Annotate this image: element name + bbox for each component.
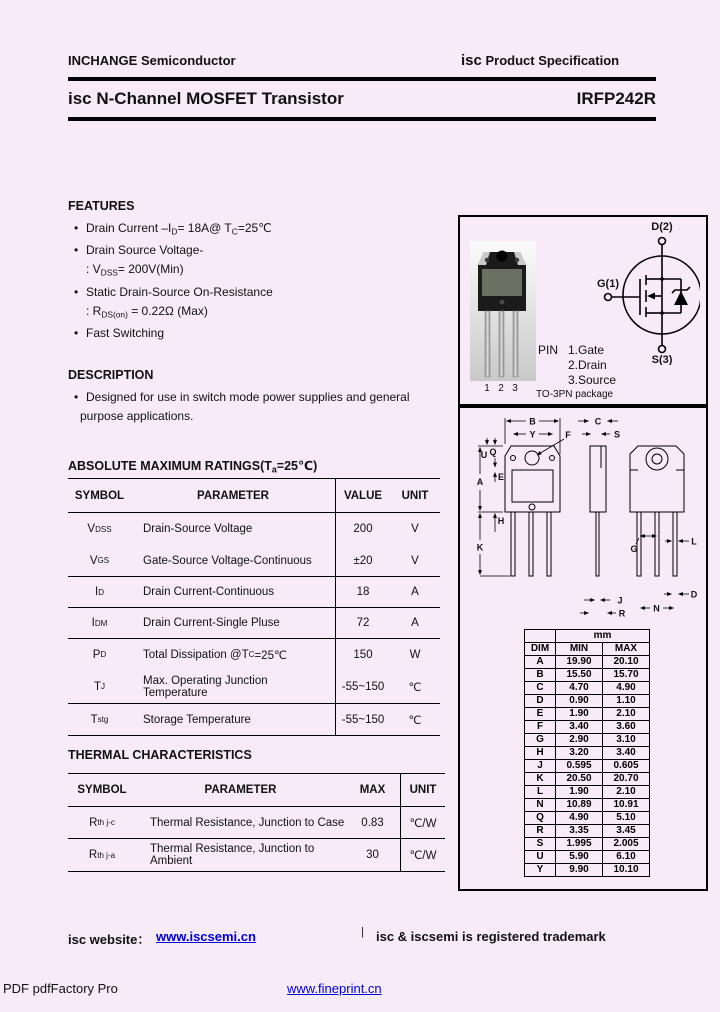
pdf-generator-note: PDF pdfFactory Pro bbox=[3, 981, 118, 996]
dim-row: G 2.90 3.10 bbox=[525, 734, 650, 747]
dim-row: L 1.90 2.10 bbox=[525, 786, 650, 799]
package-photo bbox=[470, 241, 536, 393]
dim-row: F 3.40 3.60 bbox=[525, 721, 650, 734]
package-pinout-panel bbox=[458, 215, 708, 406]
drain-terminal-label: D(2) bbox=[651, 221, 673, 233]
dim-row: D 0.90 1.10 bbox=[525, 695, 650, 708]
bullet-icon: • bbox=[74, 326, 79, 341]
dim-row: Y 9.90 10.10 bbox=[525, 864, 650, 877]
page-title: isc N-Channel MOSFET Transistor bbox=[68, 89, 344, 108]
dim-row: Q 4.90 5.10 bbox=[525, 812, 650, 825]
dim-row: H 3.20 3.40 bbox=[525, 747, 650, 760]
isc-logo-text: isc bbox=[461, 52, 482, 69]
dim-unit-header: mm bbox=[556, 630, 650, 643]
header-rule-bottom bbox=[68, 117, 656, 121]
dim-label-Q: Q bbox=[489, 447, 497, 457]
col-header-unit: UNIT bbox=[400, 774, 445, 806]
thermal-row: R th j-a Thermal Resistance, Junction to Ambient 30 ℃/W bbox=[68, 839, 445, 872]
dim-label-G: G bbox=[630, 544, 638, 554]
dim-label-H: H bbox=[497, 516, 505, 526]
amr-row: T J Max. Operating Junction Temperature -55~150 ℃ bbox=[68, 670, 440, 704]
col-header-symbol: SYMBOL bbox=[74, 489, 125, 502]
dim-label-L: L bbox=[691, 536, 697, 547]
header-rule-top bbox=[68, 77, 656, 81]
dim-label-F: F bbox=[565, 430, 571, 440]
amr-row: I DM Drain Current-Single Pluse 72 A bbox=[68, 608, 440, 639]
dim-row: B 15.50 15.70 bbox=[525, 669, 650, 682]
dim-col-header: DIM bbox=[525, 643, 556, 656]
feature-item: • Fast Switching bbox=[68, 324, 273, 343]
dim-row: K 20.50 20.70 bbox=[525, 773, 650, 786]
dim-label-B: B bbox=[529, 416, 536, 427]
thermal-table bbox=[68, 773, 445, 872]
feature-item: • Drain Source Voltage- bbox=[68, 241, 273, 260]
dim-row: J 0.595 0.605 bbox=[525, 760, 650, 773]
col-header-value: VALUE bbox=[343, 489, 383, 502]
dim-label-R: R bbox=[618, 608, 626, 619]
amr-row: T stg Storage Temperature -55~150 ℃ bbox=[68, 704, 440, 736]
col-header-parameter: PARAMETER bbox=[204, 784, 277, 796]
min-col-header: MIN bbox=[556, 643, 603, 656]
thermal-heading: THERMAL CHARACTERISTICS bbox=[68, 748, 252, 762]
dim-table bbox=[524, 629, 650, 877]
package-name: TO-3PN package bbox=[536, 389, 614, 400]
feature-item: : $R_{DS(on)} = 0.22\Omega$ (Max) bbox=[86, 303, 208, 320]
dim-label-N: N bbox=[653, 603, 660, 614]
website-link[interactable]: www.iscsemi.cn bbox=[156, 929, 256, 944]
feature-item: • Drain Current $-I_D=$ 18A@ $T_C=25℃$ bbox=[74, 221, 272, 237]
description-section bbox=[68, 366, 410, 426]
dim-label-U: U bbox=[480, 450, 488, 460]
dim-label-E: E bbox=[497, 472, 505, 482]
pin-legend-item: 2.Drain bbox=[568, 358, 607, 372]
dim-row: C 4.70 4.90 bbox=[525, 682, 650, 695]
dim-label-C: C bbox=[594, 416, 602, 427]
part-number: IRFP242R bbox=[576, 89, 656, 108]
package-outline-drawing bbox=[460, 410, 703, 628]
product-spec-label bbox=[461, 52, 619, 69]
amr-row: I D Drain Current-Continuous 18 A bbox=[68, 577, 440, 608]
dim-row: N 10.89 10.91 bbox=[525, 799, 650, 812]
amr-header-row bbox=[68, 479, 440, 513]
dim-label-A: A bbox=[476, 477, 484, 487]
col-header-parameter: PARAMETER bbox=[131, 479, 336, 512]
fineprint-link[interactable]: www.fineprint.cn bbox=[287, 981, 382, 996]
pin-number-1: 1 bbox=[484, 383, 490, 393]
amr-row: V GS Gate-Source Voltage-Continuous ±20 V bbox=[68, 545, 440, 577]
features-heading: FEATURES bbox=[68, 199, 135, 213]
dim-row: S 1.995 2.005 bbox=[525, 838, 650, 851]
trademark-note: isc & iscsemi is registered trademark bbox=[376, 929, 606, 944]
pdf-footer bbox=[0, 981, 720, 1001]
bullet-icon: • bbox=[74, 390, 79, 404]
dim-label-Y: Y bbox=[529, 429, 536, 440]
footer bbox=[0, 926, 720, 949]
dim-row: A 19.90 20.10 bbox=[525, 656, 650, 669]
feature-item: : $V_{DSS}= 200V(Min)$ bbox=[86, 262, 184, 278]
package-outline-panel bbox=[458, 406, 708, 891]
description-line: purpose applications. bbox=[80, 409, 194, 423]
source-terminal-label: S(3) bbox=[651, 354, 673, 365]
pin-number-2: 2 bbox=[498, 383, 504, 393]
bullet-icon: • bbox=[74, 243, 79, 258]
dim-label-J: J bbox=[617, 595, 623, 606]
footer-separator: | bbox=[361, 926, 364, 938]
dim-label-D: D bbox=[690, 589, 698, 600]
col-header-symbol: SYMBOL bbox=[77, 784, 127, 796]
dim-row: E 1.90 2.10 bbox=[525, 708, 650, 721]
feature-item: • Static Drain-Source On-Resistance bbox=[68, 283, 273, 302]
company-name: INCHANGE Semiconductor bbox=[68, 53, 236, 68]
thermal-row: R th j-c Thermal Resistance, Junction to Case 0.83 ℃/W bbox=[68, 807, 445, 839]
bullet-icon: • bbox=[74, 221, 79, 235]
pin-legend-label: PIN bbox=[538, 343, 559, 357]
thermal-header-row bbox=[68, 774, 445, 807]
amr-table bbox=[68, 478, 440, 736]
col-header-max: MAX bbox=[359, 784, 386, 796]
pin-number-3: 3 bbox=[512, 383, 518, 393]
dim-label-K: K bbox=[476, 542, 484, 553]
description-line: • Designed for use in switch mode power supplies and general bbox=[68, 388, 410, 407]
amr-heading: ABSOLUTE MAXIMUM $RATINGS(T_a=25℃)$ bbox=[68, 459, 318, 475]
dim-row: R 3.35 3.45 bbox=[525, 825, 650, 838]
pin-legend-item: 3.Source bbox=[568, 373, 617, 387]
description-heading: DESCRIPTION bbox=[68, 368, 154, 382]
bullet-icon: • bbox=[74, 284, 79, 299]
pin-legend-items bbox=[568, 343, 616, 388]
pin-legend-item: 1.Gate bbox=[568, 343, 605, 357]
dim-label-S: S bbox=[613, 429, 621, 440]
col-header-unit: UNIT bbox=[401, 489, 429, 502]
gate-terminal-label: G(1) bbox=[597, 278, 619, 290]
website-label: isc website： bbox=[68, 932, 151, 947]
amr-row: P D Total Dissipation @T C =25℃ 150 W bbox=[68, 639, 440, 670]
dim-row: U 5.90 6.10 bbox=[525, 851, 650, 864]
max-col-header: MAX bbox=[603, 643, 650, 656]
features-section bbox=[68, 197, 273, 343]
amr-row: V DSS Drain-Source Voltage 200 V bbox=[68, 513, 440, 545]
spec-text: Product Specification bbox=[481, 53, 620, 68]
